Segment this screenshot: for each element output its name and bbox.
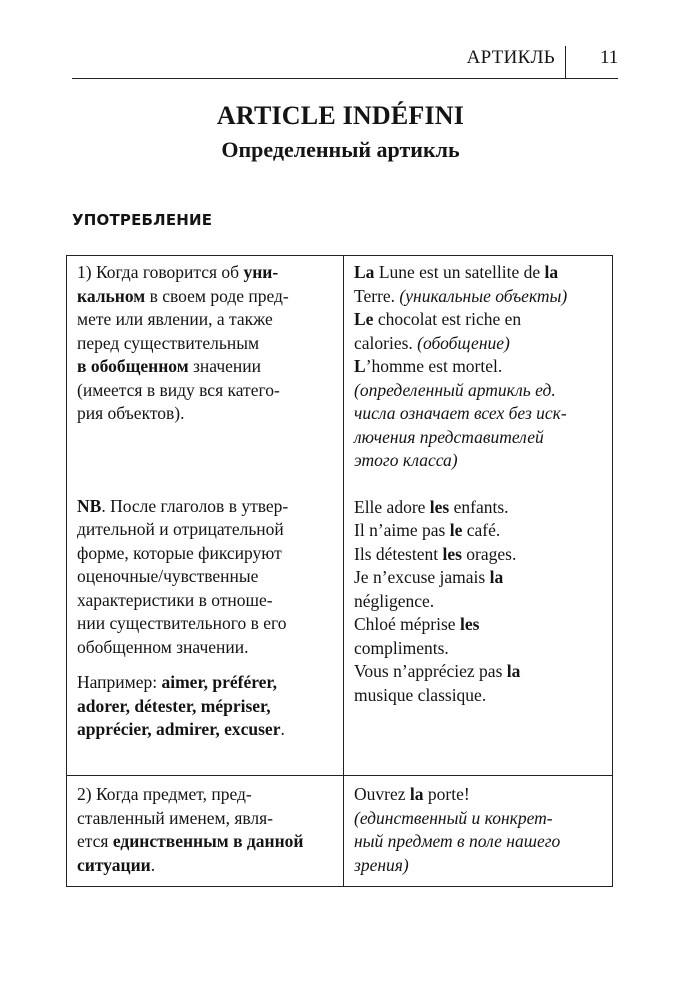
running-head-section: АРТИКЛЬ <box>466 47 555 68</box>
rule-cell: 2) Когда предмет, пред- ставленный именем, явля- ется единственным в данной ситуации. <box>67 776 344 887</box>
running-head-rule <box>72 78 618 79</box>
page-number: 11 <box>600 47 619 68</box>
examples-cell: La Lune est un satellite de la Terre. (уникальные объекты) Le chocolat est riche en calories. (обобщение) L’homme est mortel. (определенный артикль ед. числа означает всех без иск- лючения представителей этого класса) Elle adore les enfants. Il n’aime pas le café. Ils détestent les orages. Je n’excuse jamais la négligence. Chloé méprise les compliments. Vous n’appréciez pas la musique classique. <box>344 256 613 776</box>
nb-note: NB. После глаголов в утвер- <box>77 495 289 516</box>
section-label: УПОТРЕБЛЕНИЕ <box>72 211 213 229</box>
examples-cell: Ouvrez la porte! (единственный и конкрет- ный предмет в поле нашего зрения) <box>344 776 613 887</box>
running-head-separator <box>565 46 566 78</box>
usage-table <box>66 255 613 887</box>
page-subtitle: Определенный артикль <box>221 137 460 162</box>
table-row <box>67 776 613 887</box>
running-head <box>0 0 681 80</box>
page-title: ARTICLE INDÉFINI <box>216 101 465 130</box>
rule-cell: 1) Когда говорится об уни- кальном в своем роде пред- мете или явлении, а также перед существительным в обобщенном значении (имеется в виду вся катего- рия объектов). NB. После глаголов в утвер- дительной и отрицательной форме, которые фиксируют оценочные/чувственные характеристики в отноше- нии существительного в его обобщенном значении. Например: aimer, préférer, adorer, détester, mépriser, apprécier, admirer, excuser. <box>67 256 344 776</box>
table-row <box>67 256 613 776</box>
